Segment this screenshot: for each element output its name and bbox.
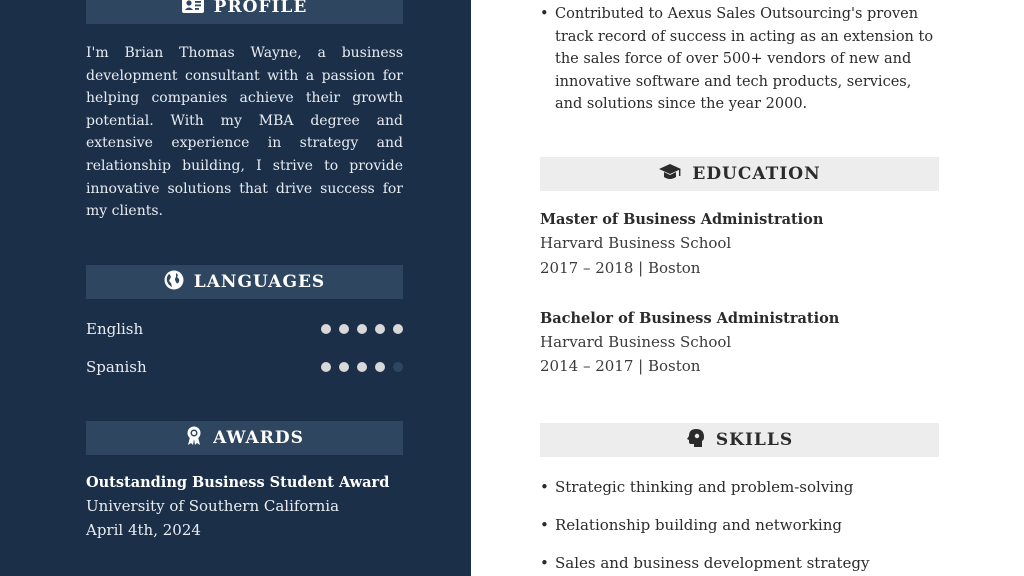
globe-icon xyxy=(164,270,194,295)
level-dot xyxy=(339,324,349,334)
skill-item: • Sales and business development strategy xyxy=(540,554,869,572)
level-dot xyxy=(357,362,367,372)
awards-heading xyxy=(86,421,403,455)
profile-heading-label: PROFILE xyxy=(213,0,308,17)
language-row-english xyxy=(86,318,403,340)
award-organization: University of Southern California xyxy=(86,497,340,515)
award-date: April 4th, 2024 xyxy=(86,521,201,539)
level-dot xyxy=(321,324,331,334)
graduation-cap-icon xyxy=(658,163,692,186)
experience-bullet: • Contributed to Aexus Sales Outsourcing's proven track record of success in acting as an extension to the sales force of over 500+ vendors of new and innovative software and tech products, services, and solutions since the year 2000. xyxy=(540,3,940,116)
level-dot xyxy=(375,362,385,372)
language-level-dots xyxy=(321,324,403,334)
skills-heading-label: SKILLS xyxy=(715,430,794,450)
brain-head-icon xyxy=(686,428,716,453)
education-school: Harvard Business School xyxy=(540,333,732,351)
level-dot-empty xyxy=(393,362,403,372)
skills-heading xyxy=(540,423,939,457)
education-dates: 2014 – 2017 | Boston xyxy=(540,357,701,375)
language-row-spanish xyxy=(86,356,403,378)
education-dates: 2017 – 2018 | Boston xyxy=(540,259,701,277)
profile-heading xyxy=(86,0,403,24)
experience-bullets xyxy=(540,3,940,116)
level-dot xyxy=(339,362,349,372)
level-dot xyxy=(393,324,403,334)
awards-heading-label: AWARDS xyxy=(213,428,304,448)
language-name: Spanish xyxy=(86,358,147,376)
language-name: English xyxy=(86,320,144,338)
education-degree: Master of Business Administration xyxy=(540,211,824,228)
languages-heading xyxy=(86,265,403,299)
level-dot xyxy=(321,362,331,372)
language-level-dots xyxy=(321,362,403,372)
level-dot xyxy=(375,324,385,334)
education-school: Harvard Business School xyxy=(540,234,732,252)
education-heading-label: EDUCATION xyxy=(692,164,821,184)
languages-heading-label: LANGUAGES xyxy=(193,272,326,292)
profile-summary: I'm Brian Thomas Wayne, a business development consultant with a passion for helping companies achieve their growth potential. With my MBA degree and extensive experience in strategy and relationship building, I strive to provide innovative solutions that drive success for my clients. xyxy=(86,45,403,220)
award-ribbon-icon xyxy=(185,426,213,451)
education-degree: Bachelor of Business Administration xyxy=(540,310,840,327)
education-heading xyxy=(540,157,939,191)
award-title: Outstanding Business Student Award xyxy=(86,474,390,491)
level-dot xyxy=(357,324,367,334)
id-card-icon xyxy=(182,0,214,18)
skill-item: • Relationship building and networking xyxy=(540,516,842,534)
skill-item: • Strategic thinking and problem-solving xyxy=(540,478,853,496)
